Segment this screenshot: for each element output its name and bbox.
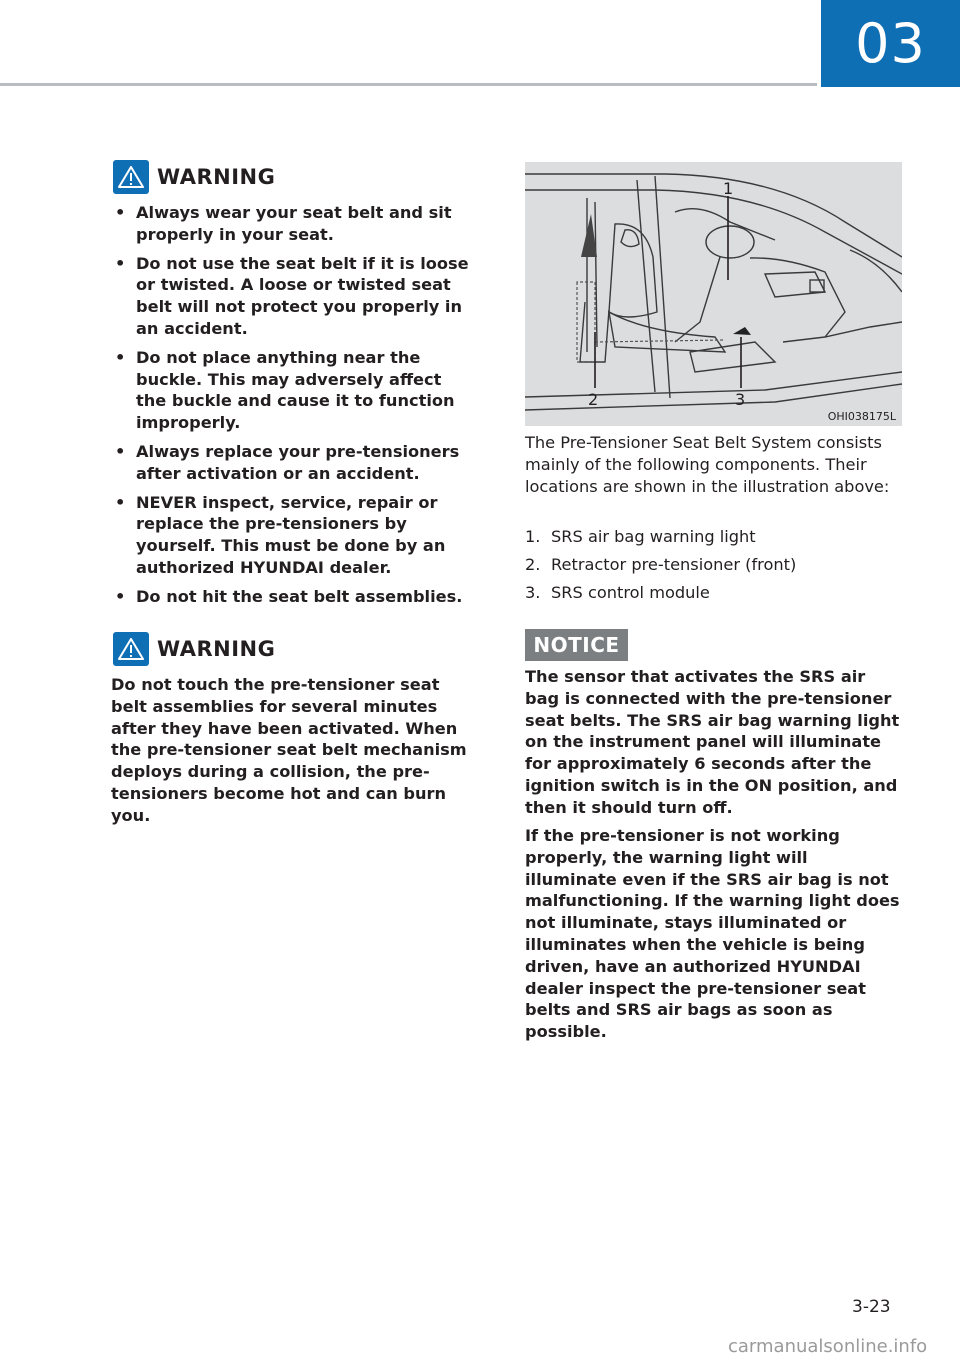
warning-item: • Do not use the seat belt if it is loose or twisted. A loose or twisted seat belt will not protect you properly in an accident. xyxy=(113,253,475,340)
warning-triangle-icon xyxy=(113,160,149,194)
callout-2: 2 xyxy=(588,390,599,409)
warning-triangle-icon xyxy=(113,632,149,666)
warning-heading-2 xyxy=(113,632,275,666)
warning-text: Do not touch the pre-tensioner seat belt assemblies for several minutes after they have been activated. When the pre-tensioner seat belt mechanism deploys during a collision, the pre-tensioners become hot and can burn you. xyxy=(111,675,467,825)
warning-title: WARNING xyxy=(157,165,276,189)
list-item xyxy=(525,554,900,576)
list-label: SRS control module xyxy=(551,582,710,602)
chapter-tab: 03 xyxy=(821,0,960,87)
list-label: SRS air bag warning light xyxy=(551,527,756,546)
list-number: 3. xyxy=(525,582,541,602)
warning-item: • NEVER inspect, service, repair or replace the pre-tensioners by yourself. This must be done by an authorized HYUNDAI dealer. xyxy=(113,492,475,579)
notice-paragraph: The sensor that activates the SRS air bag is connected with the pre-tensioner seat belts. The SRS air bag warning light on the instrument panel will illuminate for approximately 6 seconds after the ignition switch is in the ON position, and then it should turn off. xyxy=(525,667,900,817)
page-number: 3-23 xyxy=(852,1297,891,1317)
header-rule xyxy=(0,83,817,86)
list-label: Retractor pre-tensioner (front) xyxy=(551,554,797,574)
list-number: 1. xyxy=(525,527,541,546)
component-list xyxy=(525,526,900,609)
callout-1: 1 xyxy=(723,179,734,198)
warning-item: • Always wear your seat belt and sit properly in your seat. xyxy=(113,202,475,246)
warning-item: • Always replace your pre-tensioners after activation or an accident. xyxy=(113,441,475,485)
car-interior-illustration xyxy=(525,162,902,426)
warning-list xyxy=(113,202,475,615)
callout-3: 3 xyxy=(735,390,746,409)
notice-badge: NOTICE xyxy=(525,629,628,661)
warning-title: WARNING xyxy=(157,637,276,661)
list-number: 2. xyxy=(525,554,541,574)
warning-heading-1 xyxy=(113,160,275,194)
car-line-drawing xyxy=(525,162,902,426)
description-text: The Pre-Tensioner Seat Belt System consists mainly of the following components. Their locations are shown in the illustration above: xyxy=(525,433,890,496)
figure-code: OHI038175L xyxy=(827,410,896,423)
watermark: carmanualsonline.info xyxy=(728,1336,928,1357)
warning-item: • Do not hit the seat belt assemblies. xyxy=(113,586,475,608)
warning-item: • Do not place anything near the buckle. This may adversely affect the buckle and cause it to function improperly. xyxy=(113,347,475,434)
notice-paragraph: If the pre-tensioner is not working properly, the warning light will illuminate even if the SRS air bag is not malfunctioning. If the warning light does not illuminate, stays illuminated or illuminates when the vehicle is being driven, have an authorized HYUNDAI dealer inspect the pre-tensioner seat belts and SRS air bags as soon as possible. xyxy=(525,826,900,1042)
list-item xyxy=(525,526,900,548)
list-item xyxy=(525,582,900,604)
